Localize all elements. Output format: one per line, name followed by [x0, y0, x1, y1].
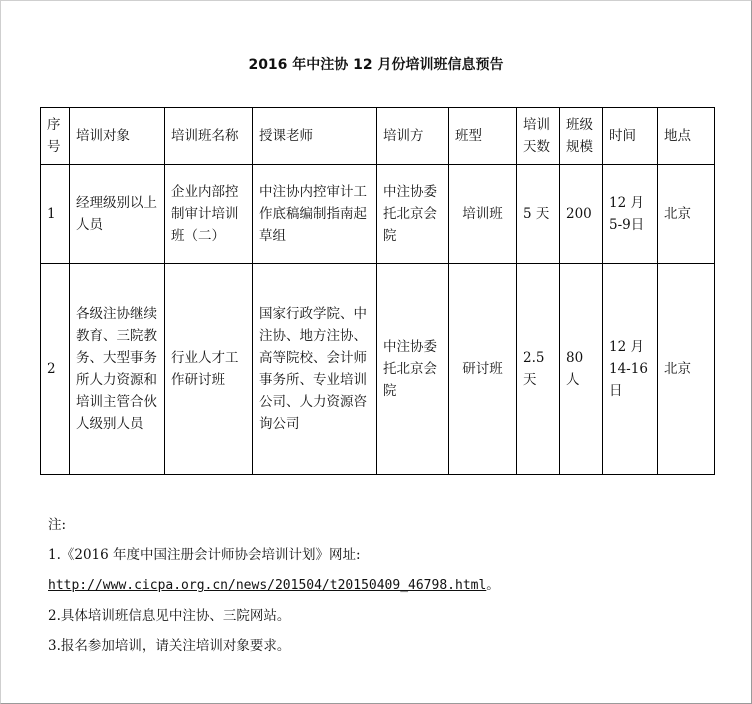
- table-cell: 1: [41, 165, 70, 264]
- table-cell: 12 月 5-9日: [603, 165, 658, 264]
- table-cell: 2: [41, 264, 70, 475]
- note-line-1: 1.《2016 年度中国注册会计师协会培训计划》网址:: [48, 547, 361, 563]
- table-cell: 中注协内控审计工作底稿编制指南起草组: [253, 165, 377, 264]
- table-cell: 中注协委托北京会院: [377, 264, 449, 475]
- table-cell: 200: [560, 165, 603, 264]
- header-cell: 班型: [449, 108, 517, 165]
- header-cell: 培训班名称: [165, 108, 253, 165]
- table-cell: 研讨班: [449, 264, 517, 475]
- link-suffix: 。: [486, 577, 500, 593]
- table-row: [41, 165, 715, 264]
- table-cell: 中注协委托北京会院: [377, 165, 449, 264]
- table-cell: 行业人才工作研讨班: [165, 264, 253, 475]
- header-cell: 地点: [658, 108, 715, 165]
- header-cell: 培训方: [377, 108, 449, 165]
- table-cell: 培训班: [449, 165, 517, 264]
- header-cell: 培训对象: [70, 108, 165, 165]
- notes-section: [48, 510, 500, 661]
- notes-heading: 注:: [48, 517, 67, 533]
- table-header-row: [41, 108, 715, 165]
- table-cell: 北京: [658, 264, 715, 475]
- note-line-3: 3.报名参加培训，请关注培训对象要求。: [48, 638, 291, 654]
- table-cell: 12 月 14-16 日: [603, 264, 658, 475]
- document-title: 2016 年中注协 12 月份培训班信息预告: [248, 57, 504, 73]
- table-cell: 北京: [658, 165, 715, 264]
- table-cell: 企业内部控制审计培训班（二）: [165, 165, 253, 264]
- table-cell: 5 天: [517, 165, 560, 264]
- table-cell: 2.5 天: [517, 264, 560, 475]
- header-cell: 时间: [603, 108, 658, 165]
- header-cell: 培训天数: [517, 108, 560, 165]
- table-cell: 国家行政学院、中注协、地方注协、高等院校、会计师事务所、专业培训公司、人力资源咨询公司: [253, 264, 377, 475]
- table-row: [41, 264, 715, 475]
- header-cell: 授课老师: [253, 108, 377, 165]
- table-cell: 80 人: [560, 264, 603, 475]
- header-cell: 序号: [41, 108, 70, 165]
- note-link-line: [48, 570, 500, 601]
- note-line-2: 2.具体培训班信息见中注协、三院网站。: [48, 608, 291, 624]
- table-cell: 经理级别以上人员: [70, 165, 165, 264]
- training-plan-link[interactable]: http://www.cicpa.org.cn/news/201504/t20150409_46798.html: [48, 578, 487, 593]
- header-cell: 班级规模: [560, 108, 603, 165]
- table-cell: 各级注协继续教育、三院教务、大型事务所人力资源和培训主管合伙人级别人员: [70, 264, 165, 475]
- training-schedule-table: [40, 107, 715, 475]
